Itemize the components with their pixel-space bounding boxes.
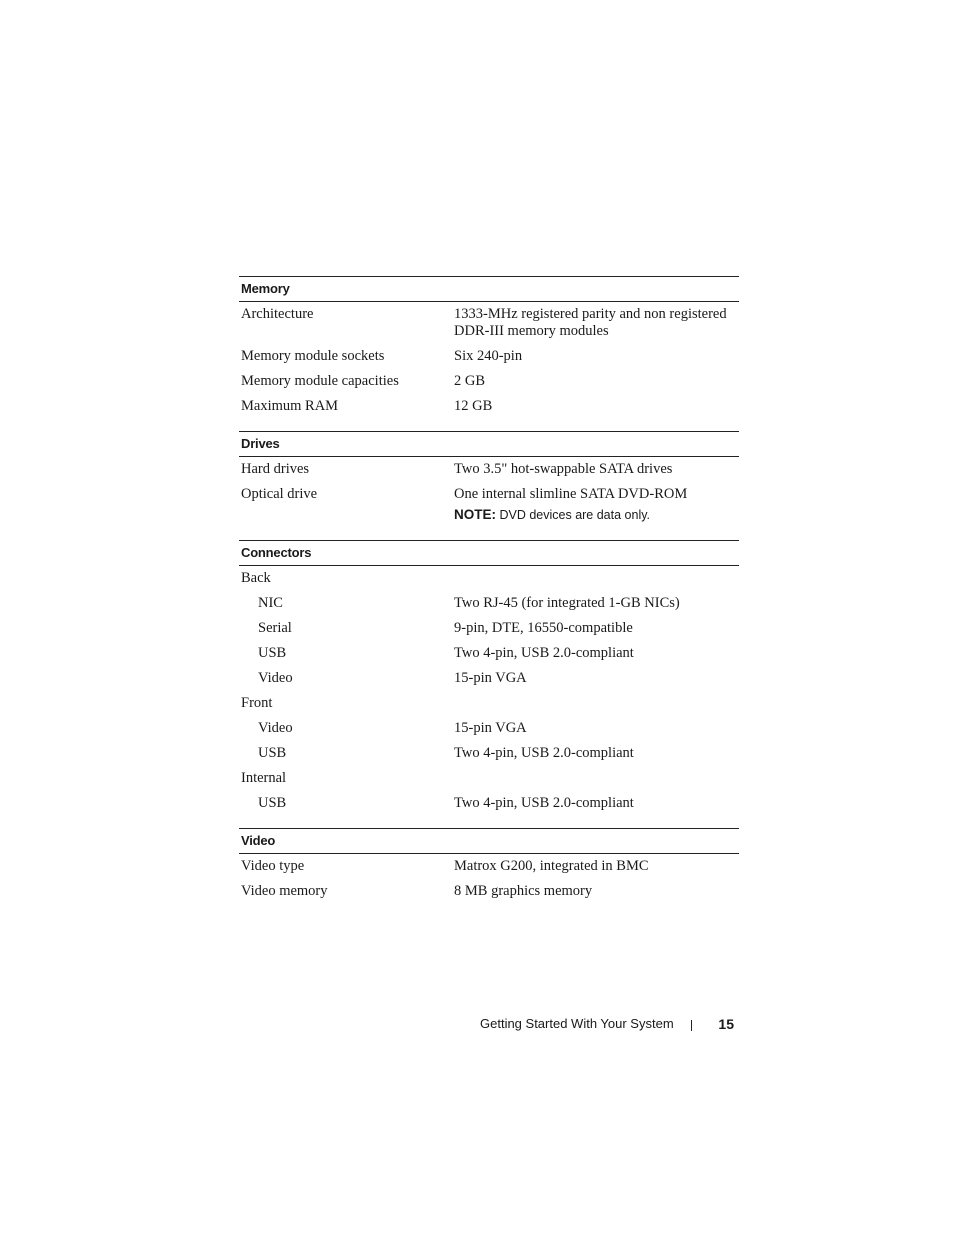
spec-value: 2 GB [454, 373, 486, 389]
spec-label: USB [258, 795, 287, 811]
note-text: DVD devices are data only. [496, 508, 651, 522]
section-heading: Memory [239, 277, 739, 302]
spec-row-optical-drive [239, 483, 739, 529]
spec-value: 15-pin VGA [454, 720, 527, 736]
spec-row-video-type [239, 855, 739, 880]
section-heading: Drives [239, 432, 739, 457]
page-footer [480, 1014, 736, 1034]
page-number: 15 [718, 1016, 734, 1032]
spec-label: Memory module sockets [241, 348, 385, 364]
spec-label: Serial [258, 620, 292, 636]
spec-group-front [239, 692, 739, 717]
spec-row-maximum-ram [239, 395, 739, 420]
spec-value: Two 4-pin, USB 2.0-compliant [454, 795, 634, 811]
spec-value: One internal slimline SATA DVD-ROM [454, 486, 688, 502]
spec-value-with-note [454, 486, 739, 524]
spec-value: 9-pin, DTE, 16550-compatible [454, 620, 633, 636]
spec-row-back-video [239, 667, 739, 692]
footer-title: Getting Started With Your System [480, 1016, 674, 1031]
note [454, 506, 731, 524]
spec-value: Matrox G200, integrated in BMC [454, 858, 649, 874]
spec-row-hard-drives [239, 458, 739, 483]
spec-row-memory-module-sockets [239, 345, 739, 370]
spec-row-back-serial [239, 617, 739, 642]
spec-row-back-usb [239, 642, 739, 667]
spec-group-back [239, 567, 739, 592]
spec-label: Video [258, 670, 293, 686]
spec-label: Video type [241, 858, 305, 874]
spec-label: NIC [258, 595, 283, 611]
note-label: NOTE: [454, 507, 496, 522]
spec-value: 8 MB graphics memory [454, 883, 593, 899]
spec-value: Two 4-pin, USB 2.0-compliant [454, 645, 634, 661]
spec-value: Two RJ-45 (for integrated 1-GB NICs) [454, 595, 680, 611]
spec-label: Optical drive [241, 486, 318, 502]
spec-label: USB [258, 645, 287, 661]
spec-value [454, 570, 739, 587]
spec-label: USB [258, 745, 287, 761]
connectors-section [239, 540, 739, 817]
spec-row-architecture [239, 303, 739, 345]
memory-section [239, 276, 739, 420]
spec-group-label: Internal [241, 770, 287, 786]
spec-row-memory-module-capacities [239, 370, 739, 395]
spec-group-label: Back [241, 570, 271, 586]
spec-group-label: Front [241, 695, 273, 711]
spec-row-front-usb [239, 742, 739, 767]
spec-row-back-nic [239, 592, 739, 617]
spec-label: Hard drives [241, 461, 310, 477]
spec-label: Architecture [241, 306, 314, 322]
spec-value: 1333-MHz registered parity and non registered DDR-III memory modules [454, 306, 727, 339]
spec-label: Memory module capacities [241, 373, 399, 389]
spec-value: 15-pin VGA [454, 670, 527, 686]
specifications-table [239, 276, 739, 916]
spec-value: Six 240-pin [454, 348, 523, 364]
spec-label: Video memory [241, 883, 328, 899]
spec-row-internal-usb [239, 792, 739, 817]
spec-row-front-video [239, 717, 739, 742]
spec-value [454, 695, 739, 712]
spec-value [454, 770, 739, 787]
spec-row-video-memory [239, 880, 739, 905]
video-section [239, 828, 739, 905]
spec-label: Video [258, 720, 293, 736]
footer-separator [691, 1020, 692, 1031]
spec-label: Maximum RAM [241, 398, 339, 414]
spec-value: Two 4-pin, USB 2.0-compliant [454, 745, 634, 761]
spec-value: Two 3.5" hot-swappable SATA drives [454, 461, 673, 477]
section-heading: Connectors [239, 541, 739, 566]
drives-section [239, 431, 739, 529]
spec-group-internal [239, 767, 739, 792]
section-heading: Video [239, 829, 739, 854]
spec-value: 12 GB [454, 398, 493, 414]
